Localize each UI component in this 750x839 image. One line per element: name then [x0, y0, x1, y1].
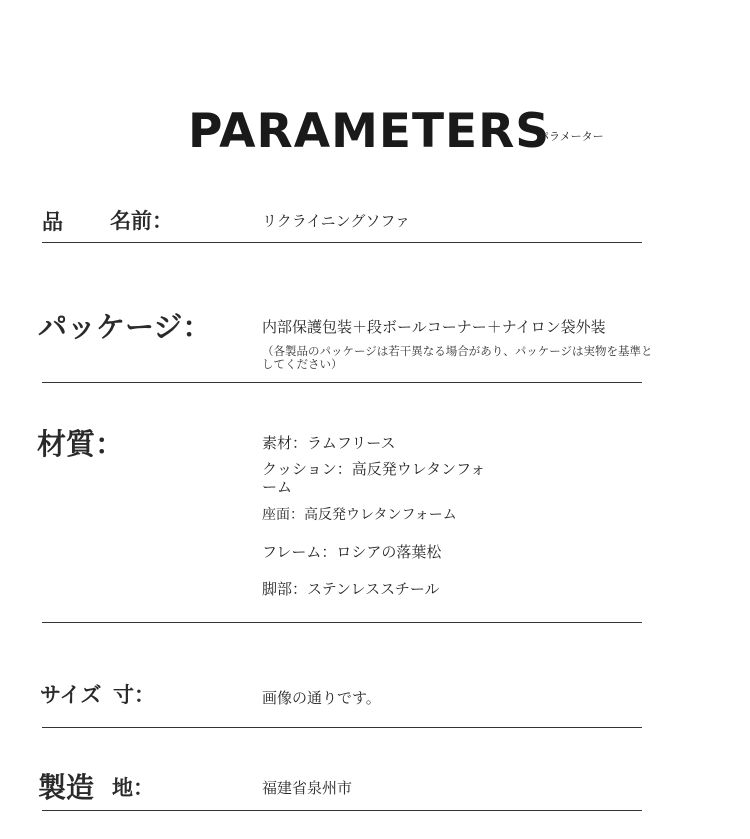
- size-label-part-1: サイズ: [40, 683, 102, 707]
- divider: [42, 622, 642, 623]
- material-label: 材質：: [37, 427, 125, 461]
- package-note: （各製品のパッケージは若干異なる場合があり、パッケージは実物を基準としてください）: [262, 344, 653, 372]
- package-label: パッケージ：: [38, 310, 212, 344]
- material-item: 素材：ラムフリース: [262, 434, 396, 452]
- material-item: フレーム：ロシアの落葉松: [262, 543, 442, 561]
- divider: [42, 242, 642, 243]
- origin-label-part-1: 製造: [38, 771, 95, 804]
- size-value: 画像の通りです。: [262, 689, 381, 707]
- name-label-part-2: 名前：: [110, 209, 173, 233]
- name-label-part-1: 品: [42, 210, 63, 234]
- divider: [42, 810, 642, 811]
- origin-value: 福建省泉州市: [262, 779, 353, 797]
- material-item: 座面：高反発ウレタンフォーム: [262, 507, 457, 523]
- name-value: リクライニングソファ: [262, 212, 411, 230]
- material-item: 脚部：ステンレススチール: [262, 580, 440, 598]
- divider: [42, 727, 642, 728]
- page-title: PARAMETERS: [188, 104, 551, 159]
- page-subtitle: パラメーター: [538, 130, 604, 143]
- size-label-part-2: 寸：: [113, 683, 155, 707]
- origin-label-part-2: 地：: [112, 776, 154, 800]
- package-value: 内部保護包装＋段ボールコーナー＋ナイロン袋外装: [262, 318, 606, 336]
- material-item: クッション：高反発ウレタンフォーム: [262, 460, 486, 496]
- divider: [42, 382, 642, 383]
